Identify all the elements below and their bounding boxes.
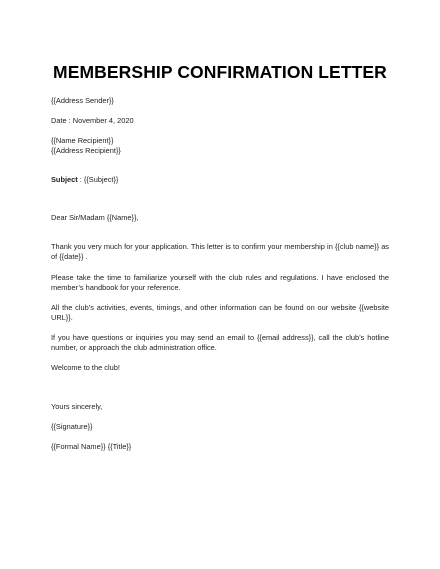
paragraph-confirmation: Thank you very much for your application. This letter is to confirm your membership in {{club name}} as of {{date}} . bbox=[51, 242, 389, 262]
subject-label: Subject bbox=[51, 175, 78, 184]
paragraph-handbook: Please take the time to familiarize yourself with the club rules and regulations. I have enclosed the member’s handbook for your reference. bbox=[51, 273, 389, 293]
paragraph-welcome: Welcome to the club! bbox=[51, 363, 120, 372]
closing: Yours sincerely, bbox=[51, 402, 103, 411]
name-recipient: {{Name Recipient}} bbox=[51, 136, 114, 145]
paragraph-contact: If you have questions or inquiries you may send an email to {{email address}}, call the club’s hotline number, or approach the club administration office. bbox=[51, 333, 389, 353]
paragraph-website: All the club’s activities, events, timings, and other information can be found on our website {{website URL}}. bbox=[51, 303, 389, 323]
signature-placeholder: {{Signature}} bbox=[51, 422, 93, 431]
letter-title: MEMBERSHIP CONFIRMATION LETTER bbox=[53, 62, 387, 82]
address-recipient: {{Address Recipient}} bbox=[51, 146, 121, 155]
address-sender: {{Address Sender}} bbox=[51, 96, 114, 105]
subject-value: : {{Subject}} bbox=[77, 175, 119, 184]
formal-name-title: {{Formal Name}} {{Title}} bbox=[51, 442, 132, 451]
salutation: Dear Sir/Madam {{Name}}, bbox=[51, 213, 139, 222]
subject-line bbox=[51, 175, 118, 185]
letter-date: Date : November 4, 2020 bbox=[51, 116, 134, 125]
